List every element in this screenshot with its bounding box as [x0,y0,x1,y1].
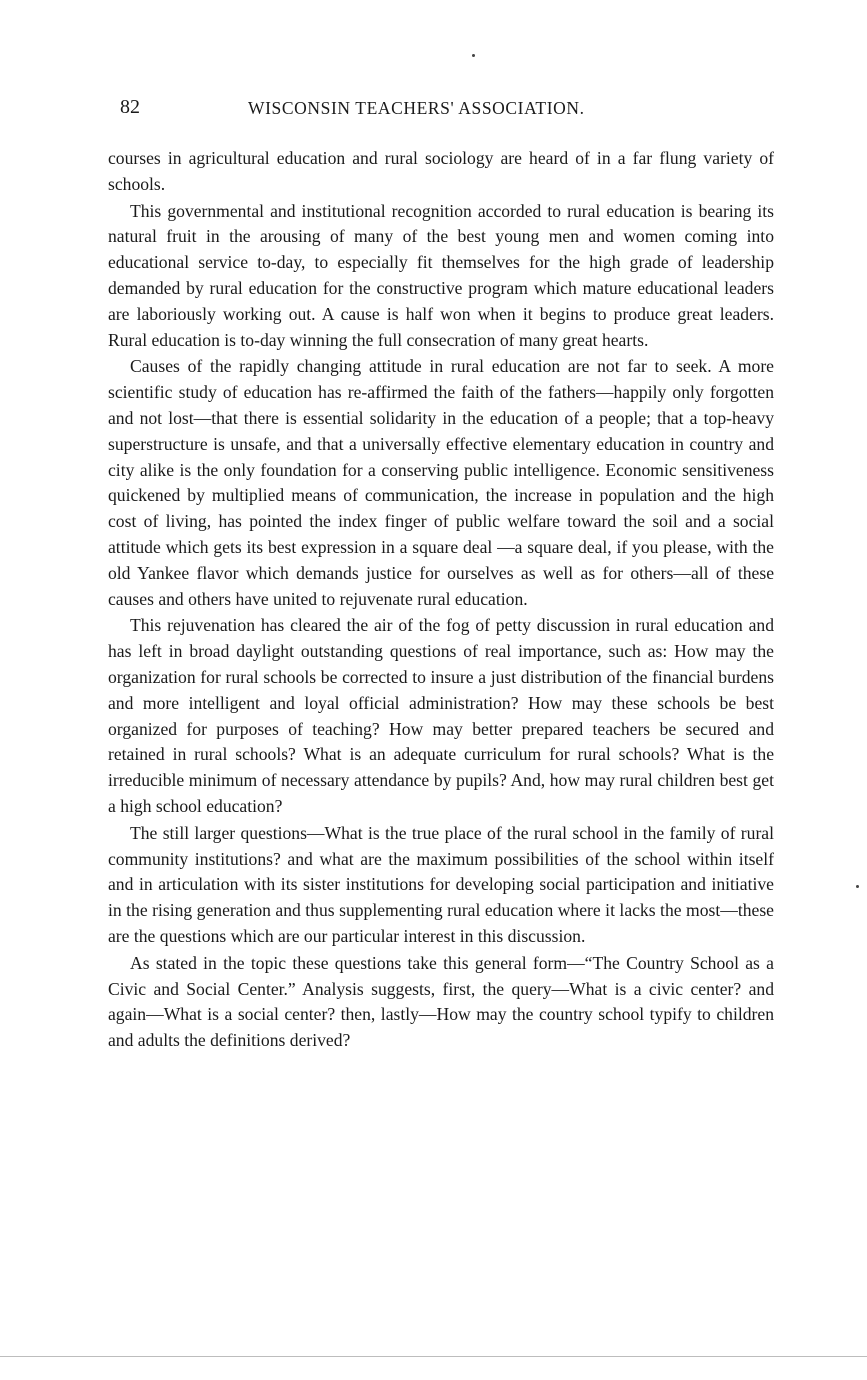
paragraph: As stated in the topic these questions take this general form—“The Country School as a Civic and Social Center.” Analysis suggests, first, the query—What is a civic center? and again—What is a social center? then, lastly—How may the country school typify to children and adults the definitions derived? [108,952,774,1051]
paragraph-continued: courses in agricultural education and rural sociology are heard of in a far flung variety of schools. [108,148,774,194]
paragraph: This rejuvenation has cleared the air of the fog of petty discussion in rural education and has left in broad daylight outstanding questions of real importance, such as: How may the organization for rural schools be corrected to insure a just distribution of the financial burdens and more intelligent and loyal official administration? How may these schools be best organized for purposes of teaching? How may better prepared teachers be secured and retained in rural schools? What is an adequate curriculum for rural schools? What is the irreducible minimum of necessary attendance by pupils? And, how may rural children best get a high school education? [108,615,774,816]
page-bottom-edge [0,1356,867,1357]
print-speck [472,54,475,57]
running-head: WISCONSIN TEACHERS' ASSOCIATION. [248,98,585,118]
paragraph: Causes of the rapidly changing attitude in rural education are not far to seek. A more scientific study of education has re-affirmed the faith of the fathers—happily only forgotten and not lost—that there is essential solidarity in the education of a people; that a top-heavy superstructure is unsafe, and that a universally effective elementary education in country and city alike is the only foundation for a conserving public intelligence. Economic sensitiveness quickened by multiplied means of communication, the increase in population and the high cost of living, has pointed the index finger of public welfare toward the soil and a social attitude which gets its best expression in a square deal —a square deal, if you please, with the old Yankee flavor which demands justice for ourselves as well as for others—all of these causes and others have united to rejuvenate rural education. [108,356,774,609]
print-speck [856,885,859,888]
paragraph: This governmental and institutional recognition accorded to rural education is bearing its natural fruit in the arousing of many of the best young men and women coming into educational service to-day, to especially fit themselves for the high grade of leadership demanded by rural education for the constructive program which mature educational leaders are laboriously working out. A cause is half won when it begins to produce great leaders. Rural education is to-day winning the full consecration of many great hearts. [108,200,774,350]
paragraph: The still larger questions—What is the true place of the rural school in the family of rural community institutions? and what are the maximum possibilities of the school within itself and in articulation with its sister institutions for developing social participation and initiative in the rising generation and thus supplementing rural education where it lacks the most—these are the questions which are our particular interest in this discussion. [108,822,774,946]
page-header [120,96,660,122]
page-number: 82 [120,96,140,118]
body-text [108,146,774,1055]
